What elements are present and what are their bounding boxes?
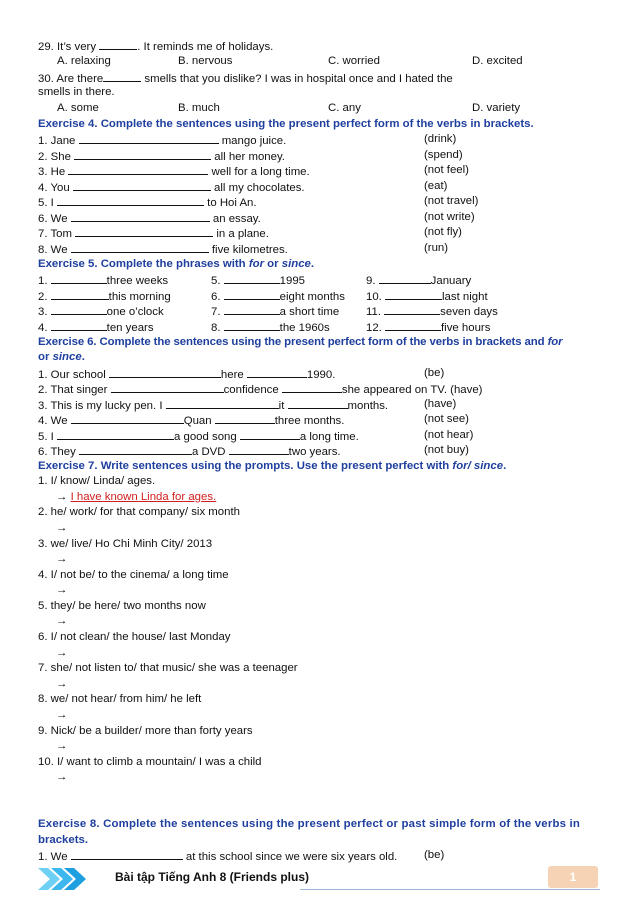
answer-blank[interactable] (385, 288, 442, 300)
chevrons-icon (38, 866, 86, 892)
ex7-prompt-2: 2. he/ work/ for that company/ six month (38, 506, 240, 518)
ex6-item-4: 4. We Quan three months. (38, 412, 344, 428)
ex6-hint-3: (have) (424, 398, 457, 410)
ex5-item-8: 8. the 1960s (211, 319, 330, 335)
ex4-item-6: 6. We an essay. (38, 210, 261, 226)
exercise-6-heading: Exercise 6. Complete the sentences using the present perfect form of the verbs in brackets and for (38, 336, 563, 348)
answer-blank[interactable] (166, 397, 279, 409)
answer-blank[interactable] (103, 70, 141, 82)
answer-blank[interactable] (215, 412, 275, 424)
ex4-hint-2: (spend) (424, 149, 463, 161)
ex7-prompt-3: 3. we/ live/ Ho Chi Minh City/ 2013 (38, 538, 213, 550)
arrow-icon: → (56, 615, 68, 627)
ex8-hint-1: (be) (424, 849, 445, 861)
answer-blank[interactable] (384, 303, 440, 315)
ex7-prompt-6: 6. I/ not clean/ the house/ last Monday (38, 631, 231, 643)
ex4-item-5: 5. I to Hoi An. (38, 194, 257, 210)
answer-blank[interactable] (57, 194, 204, 206)
ex7-prompt-7: 7. she/ not listen to/ that music/ she was a teenager (38, 662, 298, 674)
answer-blank[interactable] (57, 428, 174, 440)
ex5-item-9: 9. January (366, 272, 471, 288)
ex5-item-1: 1. three weeks (38, 272, 168, 288)
ex6-item-6: 6. They a DVD two years. (38, 443, 341, 459)
ex6-item-5: 5. I a good song a long time. (38, 428, 359, 444)
answer-blank[interactable] (79, 443, 192, 455)
exercise-6-heading-line-2: or since. (38, 351, 85, 363)
ex4-item-8: 8. We five kilometres. (38, 241, 288, 257)
answer-blank[interactable] (99, 38, 137, 50)
arrow-icon: → (56, 678, 68, 690)
arrow-icon: → (56, 740, 68, 752)
question-30: 30. Are there smells that you dislike? I was in hospital once and I hated the (38, 70, 453, 86)
q29-option-b: B. nervous (178, 55, 233, 67)
ex4-hint-3: (not feel) (424, 164, 469, 176)
ex6-hint-5: (not hear) (424, 429, 474, 441)
ex7-prompt-8: 8. we/ not hear/ from him/ he left (38, 693, 202, 705)
arrow-icon: → (56, 771, 68, 783)
ex7-prompt-1: 1. I/ know/ Linda/ ages. (38, 475, 156, 487)
answer-blank[interactable] (379, 272, 431, 284)
answer-blank[interactable] (224, 319, 280, 331)
answer-blank[interactable] (224, 272, 280, 284)
ex5-item-6: 6. eight months (211, 288, 345, 304)
answer-blank[interactable] (282, 381, 342, 393)
answer-blank[interactable] (109, 366, 221, 378)
ex4-hint-5: (not travel) (424, 195, 479, 207)
answer-blank[interactable] (51, 272, 107, 284)
q29-option-d: D. excited (472, 55, 523, 67)
ex6-item-1: 1. Our school here 1990. (38, 366, 335, 382)
arrow-icon: → (56, 584, 68, 596)
ex5-item-2: 2. this morning (38, 288, 171, 304)
ex6-hint-6: (not buy) (424, 444, 469, 456)
question-29: 29. It’s very . It reminds me of holidays. (38, 38, 273, 54)
ex7-prompt-4: 4. I/ not be/ to the cinema/ a long time (38, 569, 229, 581)
example-answer: I have known Linda for ages. (70, 491, 217, 503)
footer-divider (300, 889, 600, 890)
ex5-item-3: 3. one o’clock (38, 303, 164, 319)
answer-blank[interactable] (229, 443, 289, 455)
arrow-icon: → (56, 709, 68, 721)
arrow-icon: → (56, 553, 68, 565)
ex4-item-7: 7. Tom in a plane. (38, 225, 269, 241)
q29-option-a: A. relaxing (57, 55, 111, 67)
ex4-item-4: 4. You all my chocolates. (38, 179, 305, 195)
answer-blank[interactable] (224, 303, 280, 315)
answer-blank[interactable] (111, 381, 224, 393)
ex4-item-2: 2. She all her money. (38, 148, 285, 164)
answer-blank[interactable] (288, 397, 348, 409)
ex4-hint-1: (drink) (424, 133, 457, 145)
answer-blank[interactable] (224, 288, 280, 300)
ex5-item-11: 11. seven days (366, 303, 498, 319)
ex4-item-1: 1. Jane mango juice. (38, 132, 286, 148)
ex4-item-3: 3. He well for a long time. (38, 163, 310, 179)
answer-blank[interactable] (71, 241, 209, 253)
footer-title: Bài tập Tiếng Anh 8 (Friends plus) (115, 870, 310, 884)
answer-blank[interactable] (51, 303, 107, 315)
ex8-item-1: 1. We at this school since we were six years old. (38, 848, 397, 864)
ex5-item-5: 5. 1995 (211, 272, 305, 288)
answer-blank[interactable] (385, 319, 441, 331)
ex4-hint-8: (run) (424, 242, 449, 254)
ex5-item-4: 4. ten years (38, 319, 154, 335)
q30-option-d: D. variety (472, 102, 521, 114)
ex4-hint-6: (not write) (424, 211, 475, 223)
answer-blank[interactable] (73, 179, 211, 191)
exercise-4-heading: Exercise 4. Complete the sentences using the present perfect form of the verbs in brackets. (38, 118, 534, 130)
q30-option-c: C. any (328, 102, 361, 114)
exercise-5-heading: Exercise 5. Complete the phrases with for or since. (38, 258, 315, 270)
q29-option-c: C. worried (328, 55, 380, 67)
ex5-item-10: 10. last night (366, 288, 488, 304)
ex7-prompt-9: 9. Nick/ be a builder/ more than forty years (38, 725, 253, 737)
answer-blank[interactable] (68, 163, 208, 175)
answer-blank[interactable] (51, 319, 107, 331)
ex4-hint-7: (not fly) (424, 226, 462, 238)
exercise-8-heading-line-2: brackets. (38, 834, 89, 846)
ex6-hint-1: (be) (424, 367, 445, 379)
answer-blank[interactable] (71, 210, 210, 222)
answer-blank[interactable] (74, 148, 211, 160)
answer-blank[interactable] (71, 412, 184, 424)
answer-blank[interactable] (75, 225, 213, 237)
ex5-item-7: 7. a short time (211, 303, 339, 319)
ex6-item-2: 2. That singer confidence she appeared on TV. (have) (38, 381, 482, 397)
answer-blank[interactable] (79, 132, 219, 144)
question-30-line-2: smells in there. (38, 86, 115, 98)
ex4-hint-4: (eat) (424, 180, 448, 192)
ex6-item-3: 3. This is my lucky pen. I it months. (38, 397, 388, 413)
arrow-icon: → (56, 522, 68, 534)
exercise-8-heading: Exercise 8. Complete the sentences using the present perfect or past simple form of the verbs in (38, 818, 581, 830)
exercise-7-heading: Exercise 7. Write sentences using the prompts. Use the present perfect with for/ since. (38, 460, 507, 472)
q30-option-b: B. much (178, 102, 220, 114)
ex6-hint-4: (not see) (424, 413, 469, 425)
arrow-icon: → I have known Linda for ages. (56, 491, 217, 503)
ex7-prompt-10: 10. I/ want to climb a mountain/ I was a child (38, 756, 262, 768)
ex7-prompt-5: 5. they/ be here/ two months now (38, 600, 206, 612)
q30-option-a: A. some (57, 102, 99, 114)
answer-blank[interactable] (247, 366, 307, 378)
answer-blank[interactable] (71, 848, 183, 860)
arrow-icon: → (56, 647, 68, 659)
answer-blank[interactable] (240, 428, 300, 440)
answer-blank[interactable] (51, 288, 109, 300)
page-number: 1 (548, 866, 598, 888)
ex5-item-12: 12. five hours (366, 319, 490, 335)
